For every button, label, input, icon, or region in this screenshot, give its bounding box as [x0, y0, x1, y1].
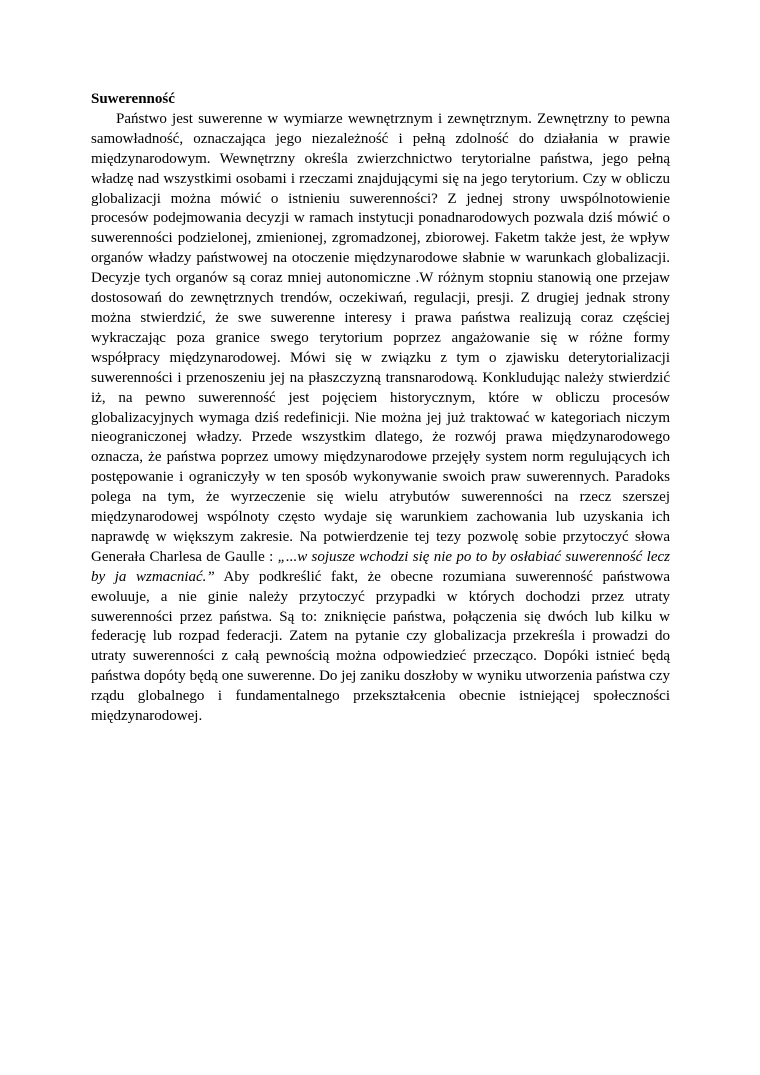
paragraph-text-part1: Państwo jest suwerenne w wymiarze wewnętrznym i zewnętrznym. Zewnętrzny to pewna samowładność, oznaczająca jego niezależność i pełną zdolność do działania w prawie międzynarodowym. Wewnętrzny określa zwierzchnictwo terytorialne państwa, jego pełną władzę nad wszystkimi osobami i rzeczami znajdującymi się na jego terytorium. Czy w obliczu globalizacji można mówić o istnieniu suwerenności? Z jednej strony uwspólnotowienie procesów podejmowania decyzji w ramach instytucji ponadnarodowych pozwala dziś mówić o suwerenności podzielonej, zmienionej, zgromadzonej, zbiorowej. Faketm także jest, że wpływ organów władzy państwowej na otoczenie międzynarodowe słabnie w warunkach globalizacji. Decyzje tych organów są coraz mniej autonomiczne .W różnym stopniu stanowią one przejaw dostosowań do zewnętrznych trendów, oczekiwań, regulacji, presji. Z drugiej jednak strony można stwierdzić, że swe suwerenne interesy i prawa państwa realizują coraz częściej wykraczając poza granice swego terytorium poprzez angażowanie się w różne formy współpracy międzynarodowej. Mówi się w związku z tym o zjawisku deterytorializacji suwerenności i przenoszeniu jej na płaszczyzną transnarodową. Konkludując należy stwierdzić iż, na pewno suwerenność jest pojęciem historycznym, które w obliczu procesów globalizacyjnych wymaga dziś redefinicji. Nie można jej już traktować w kategoriach niczym nieograniczonej władzy. Przede wszystkim dlatego, że rozwój prawa międzynarodowego oznacza, że państwa poprzez umowy międzynarodowe przejęły system norm regulujących ich postępowanie i ograniczyły w ten sposób wykonywanie swoich praw suwerennych. Paradoks polega na tym, że wyrzeczenie się wielu atrybutów suwerenności na rzecz szerszej międzynarodowej wspólnoty często wydaje się warunkiem zachowania lub uzyskania ich naprawdę w większym zakresie. Na potwierdzenie tej tezy pozwolę sobie przytoczyć słowa Generała Charlesa de Gaulle :	[91, 110, 670, 565]
document-content	[91, 90, 670, 727]
de-gaulle-quote: „...w sojusze wchodzi się nie po to by osłabiać suwerenność lecz by ja wzmacniać.”	[91, 548, 670, 585]
paragraph-text-part2: Aby podkreślić fakt, że obecne rozumiana suwerenność państwowa ewoluuje, a nie ginie należy przytoczyć przypadki w których dochodzi przez utraty suwerenności przez państwa. Są to: zniknięcie państwa, połączenia się dwóch lub kilku w federację lub rozpad federacji. Zatem na pytanie czy globalizacja przekreśla i prowadzi do utraty suwerenności z całą pewnością można odpowiedzieć przecząco. Dopóki istnieć będą państwa dopóty będą one suwerenne. Do jej zaniku doszłoby w wyniku utworzenia państwa czy rządu globalnego i fundamentalnego przekształcenia obecnie istniejącej społeczności międzynarodowej.	[91, 568, 670, 725]
body-paragraph	[91, 110, 670, 727]
document-title: Suwerenność	[91, 91, 175, 107]
